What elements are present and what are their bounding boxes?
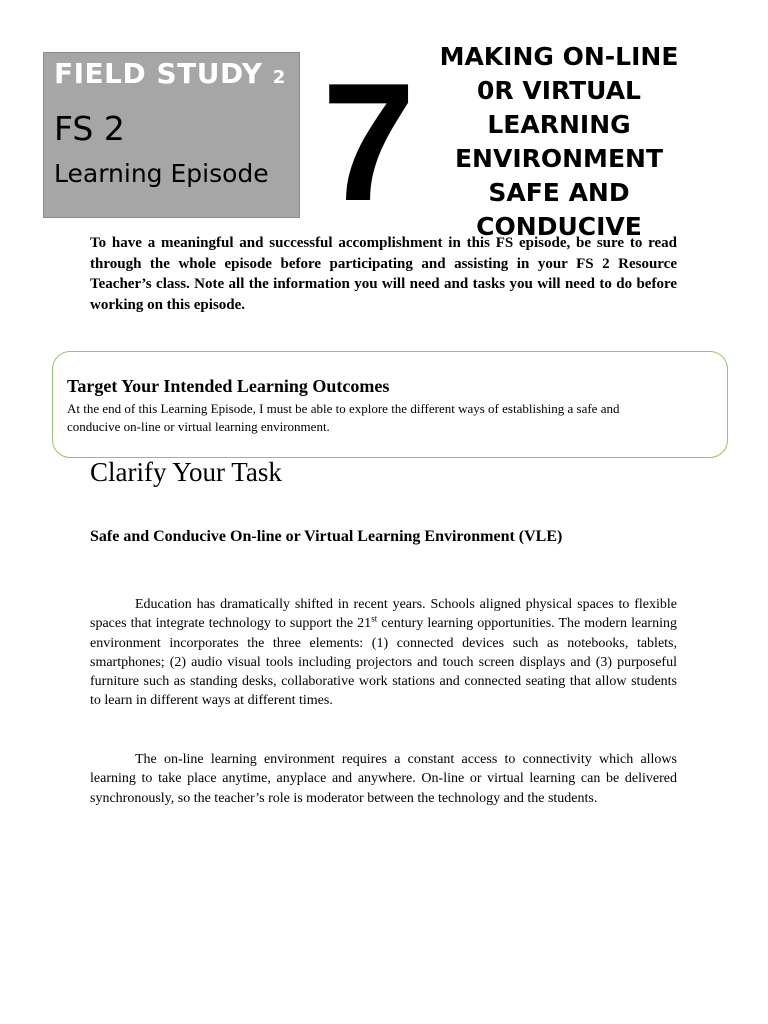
paragraph-text: century learning opportunities. The modern learning environment incorporates the three elements: (1) connected devices such as notebooks, tablets, smartphones; (2) audio visual tools including projectors and touch screen displays and (3) purposeful furniture such as standing desks, collaborative work stations and connected seating that allow students to learn in different ways at different times. <box>90 616 677 709</box>
episode-title-line: CONDUCIVE <box>476 212 642 241</box>
field-study-text: FIELD STUDY <box>54 57 263 90</box>
field-study-label <box>54 57 286 90</box>
episode-title-line: 0R VIRTUAL <box>477 76 641 105</box>
intro-paragraph: To have a meaningful and successful accomplishment in this FS episode, be sure to read through the whole episode before participating and assisting in your FS 2 Resource Teacher’s class. Note all the information you will need and tasks you will need to do before working on this episode. <box>90 235 677 313</box>
section-title: Clarify Your Task <box>90 457 282 487</box>
episode-title-line: SAFE AND <box>488 178 630 207</box>
learning-episode-label: Learning Episode <box>54 159 269 188</box>
body-paragraph-1 <box>90 595 677 711</box>
outcomes-title: Target Your Intended Learning Outcomes <box>67 376 390 396</box>
episode-number: 7 <box>322 48 416 236</box>
episode-title-line: MAKING ON-LINE <box>439 42 679 71</box>
fs-code: FS 2 <box>54 109 125 148</box>
learning-outcomes-box <box>52 351 728 458</box>
field-study-header <box>43 52 300 218</box>
field-study-number: 2 <box>272 67 286 88</box>
episode-title <box>428 40 690 244</box>
ordinal-suffix: st <box>371 613 378 624</box>
outcomes-text: At the end of this Learning Episode, I must be able to explore the different ways of establishing a safe and conducive on-line or virtual learning environment. <box>67 401 620 434</box>
episode-title-line: LEARNING <box>487 110 631 139</box>
body-paragraph-2: The on-line learning environment requires a constant access to connectivity which allows learning to take place anytime, anyplace and anywhere. On-line or virtual learning can be delivered synchronously, so the teacher’s role is moderator between the technology and the students. <box>90 752 677 806</box>
paragraph-text: Education has dramatically shifted in recent years. Schools aligned physical spaces to flexible spaces that integrate technology to support the 21 <box>90 597 677 632</box>
section-subtitle: Safe and Conducive On-line or Virtual Learning Environment (VLE) <box>90 528 563 545</box>
episode-title-line: ENVIRONMENT <box>454 144 663 173</box>
